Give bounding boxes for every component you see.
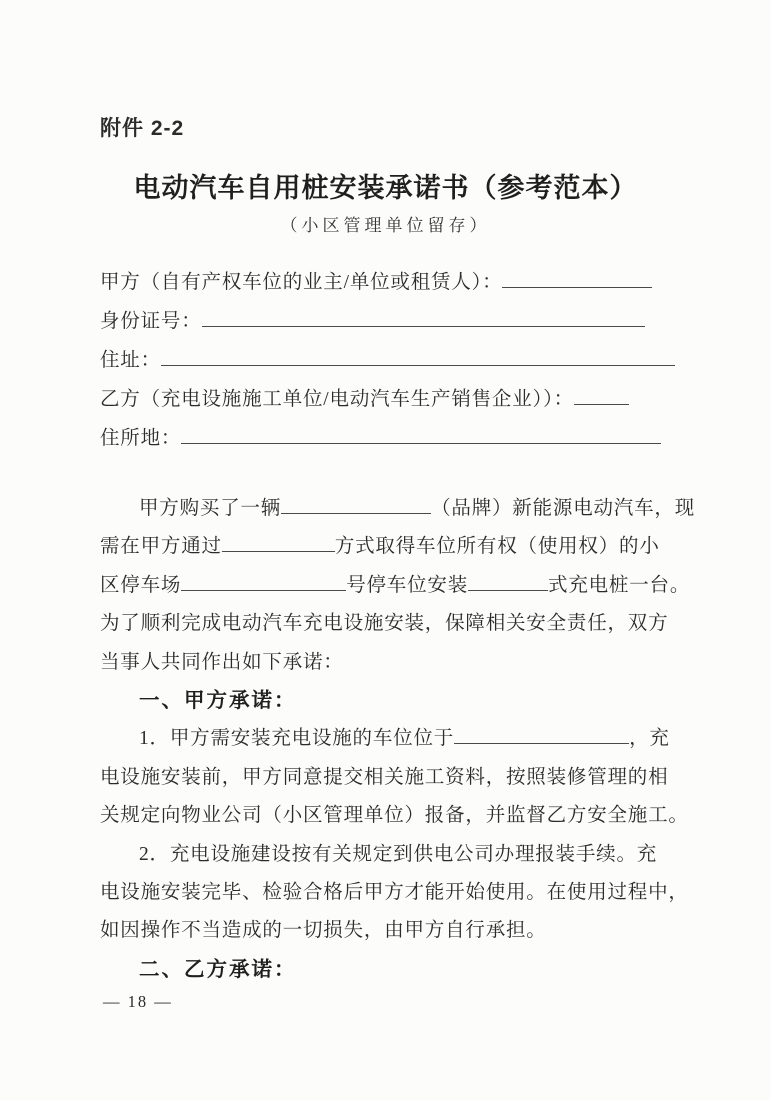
text-line [100,528,691,566]
document-subtitle: （小区管理单位留存） [280,216,491,235]
text-line [100,419,691,458]
text-line [100,836,691,874]
text-run: 方式取得车位所有权（使用权）的小 [334,536,660,558]
text-run: 二、乙方承诺： [139,957,297,981]
text-run: 乙方（充电设施施工单位/电动汽车生产销售企业））： [100,389,574,410]
text-run: 甲方购买了一辆 [139,498,282,519]
text-line [100,644,691,682]
section-heading [100,682,691,720]
text-line [100,874,691,912]
blank-field [468,570,548,591]
party-info-form [100,263,691,458]
text-run: 1．甲方需安装充电设施的车位位于 [139,728,455,750]
blank-field [181,423,661,444]
blank-field [502,267,652,288]
text-run: （品牌）新能源电动汽车，现 [431,498,696,519]
text-line [100,302,691,341]
blank-field [181,570,346,591]
blank-field [222,531,335,552]
blank-field [202,306,645,327]
text-line [100,263,691,302]
text-line [100,759,691,797]
blank-field [454,723,629,744]
text-run: 式充电桩一台。 [548,574,691,596]
text-run: 当事人共同作出如下承诺： [100,651,344,673]
text-line [100,720,691,758]
blank-field [281,493,431,514]
text-line [100,490,696,528]
page-number: — 18 — [103,992,173,1012]
document-title: 电动汽车自用桩安装承诺书（参考范本） [133,173,638,203]
blank-field [574,384,629,405]
text-run: 电设施安装完毕、检验合格后甲方才能开始使用。在使用过程中， [100,881,689,903]
text-line [100,567,691,605]
text-run: 住所地： [100,428,182,449]
text-run: 需在甲方通过 [100,536,222,558]
text-run: 身份证号： [100,311,202,332]
attachment-label: 附件 2-2 [100,117,185,140]
text-run: 甲方（自有产权车位的业主/单位或租赁人）： [100,272,503,293]
text-run: 住址： [100,350,161,371]
text-run: 一、甲方承诺： [139,688,297,712]
text-run: ，充 [629,728,670,750]
text-run: 为了顺利完成电动汽车充电设施安装，保障相关安全责任，双方 [100,613,669,635]
text-line [100,605,691,643]
section-heading [100,951,691,989]
blank-field [161,345,675,366]
text-run: 关规定向物业公司（小区管理单位）报备，并监督乙方安全施工。 [100,805,689,827]
text-line [100,341,691,380]
text-line [100,380,691,419]
text-run: 区停车场 [100,574,182,596]
text-run: 如因操作不当造成的一切损失，由甲方自行承担。 [100,920,547,942]
document-body [100,490,696,989]
text-run: 电设施安装前，甲方同意提交相关施工资料，按照装修管理的相 [100,766,669,788]
text-run: 2．充电设施建设按有关规定到供电公司办理报装手续。充 [139,843,658,865]
text-line [100,797,691,835]
text-run: 号停车位安装 [346,574,469,596]
text-line [100,912,691,950]
